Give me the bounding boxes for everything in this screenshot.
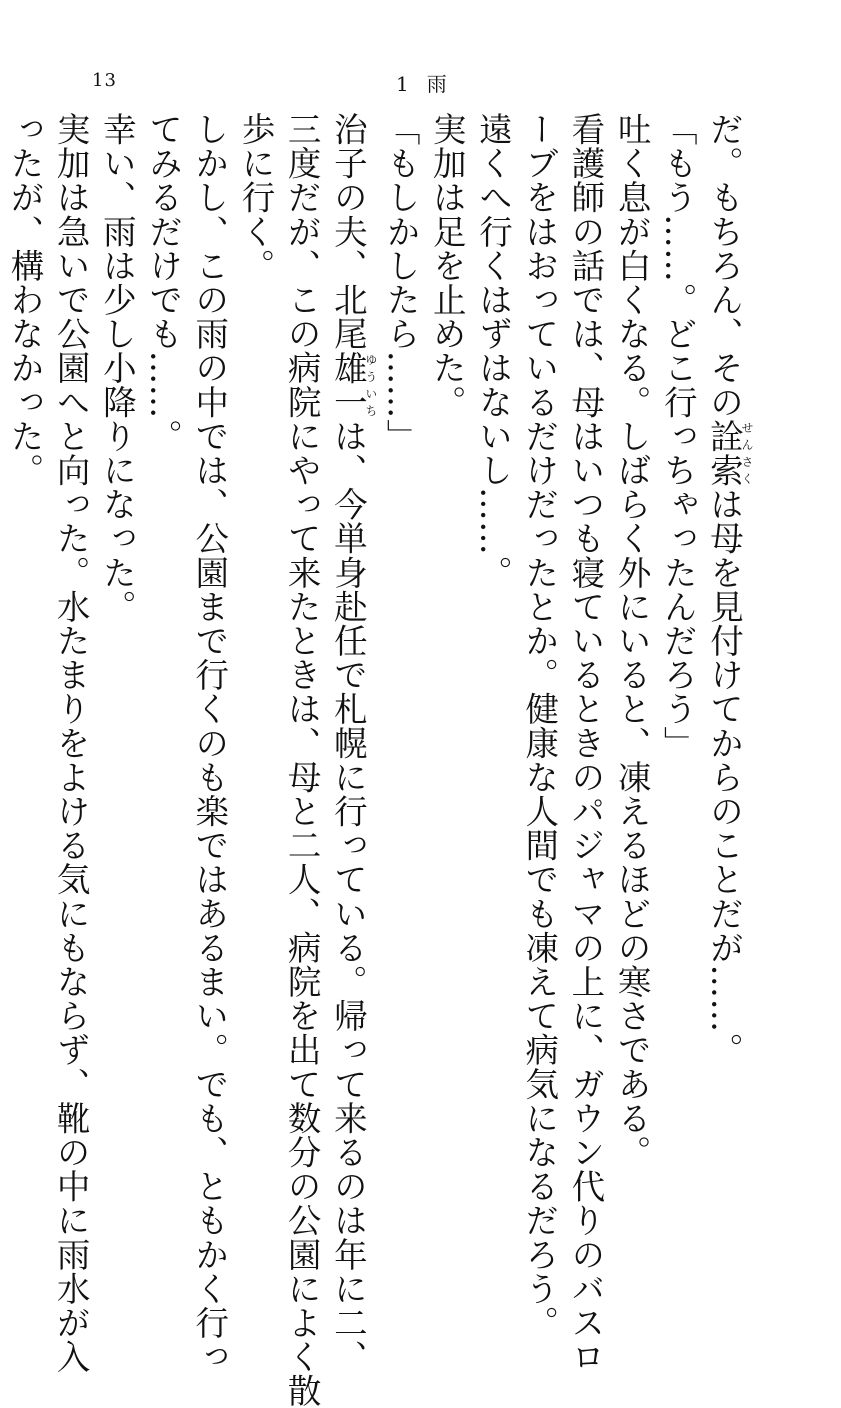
text-line: 実加は足を止めた。: [427, 112, 467, 419]
ruby-base: 詮索: [704, 418, 744, 488]
chapter-title: 雨: [426, 72, 447, 96]
text-line: 幸い、雨は少し小降りになった。: [97, 112, 137, 624]
ruby-word: [328, 350, 378, 419]
text-line: ーブをはおっているだけだったとか。健康な人間でも凍えて病気になるだろう。: [519, 112, 559, 1340]
text-segment: だ。もちろん、その: [704, 112, 744, 419]
text-line: 吐く息が白くなる。しばらく外にいると、凍えるほどの寒さである。: [612, 112, 652, 1170]
text-line: 遠くへ行くはずはないし……。: [473, 112, 513, 590]
ruby-base: 雄一: [328, 350, 368, 419]
ruby-word: [704, 418, 754, 488]
text-line: 「もう……。どこ行っちゃったんだろう」: [658, 112, 698, 760]
running-head: [396, 68, 447, 97]
page-number: 13: [92, 70, 117, 91]
text-line: てみるだけでも……。: [143, 112, 183, 453]
body-text: [1, 112, 754, 1408]
text-line: 実加は急いで公園へと向った。水たまりをよける気にもならず、靴の中に雨水が入: [51, 112, 91, 1374]
text-line: しかし、この雨の中では、公園まで行くのも楽ではあるまい。でも、ともかく行っ: [189, 112, 229, 1374]
text-line: [700, 112, 753, 1152]
ruby-reading: ゆういち: [363, 350, 378, 419]
ruby-reading: せんさく: [740, 418, 754, 488]
text-line: ったが、構わなかった。: [4, 112, 44, 488]
text-line: 「もしかしたら……」: [381, 112, 421, 453]
text-segment: は、今単身赴任で札幌に行っている。帰って来るのは年に二、: [328, 418, 368, 1374]
text-line: 歩に行く。: [235, 112, 275, 283]
text-segment: は母を見付けてからのことだが……。: [704, 487, 744, 1067]
text-segment: 治子の夫、北尾: [328, 112, 368, 351]
text-line: 三度だが、この病院にやって来たときは、母と二人、病院を出て数分の公園によく散: [282, 112, 322, 1408]
chapter-number: 1: [396, 72, 409, 96]
text-line: 看護師の話では、母はいつも寝ているときのパジャマの上に、ガウン代りのバスロ: [565, 112, 605, 1374]
text-line: [324, 112, 378, 1374]
